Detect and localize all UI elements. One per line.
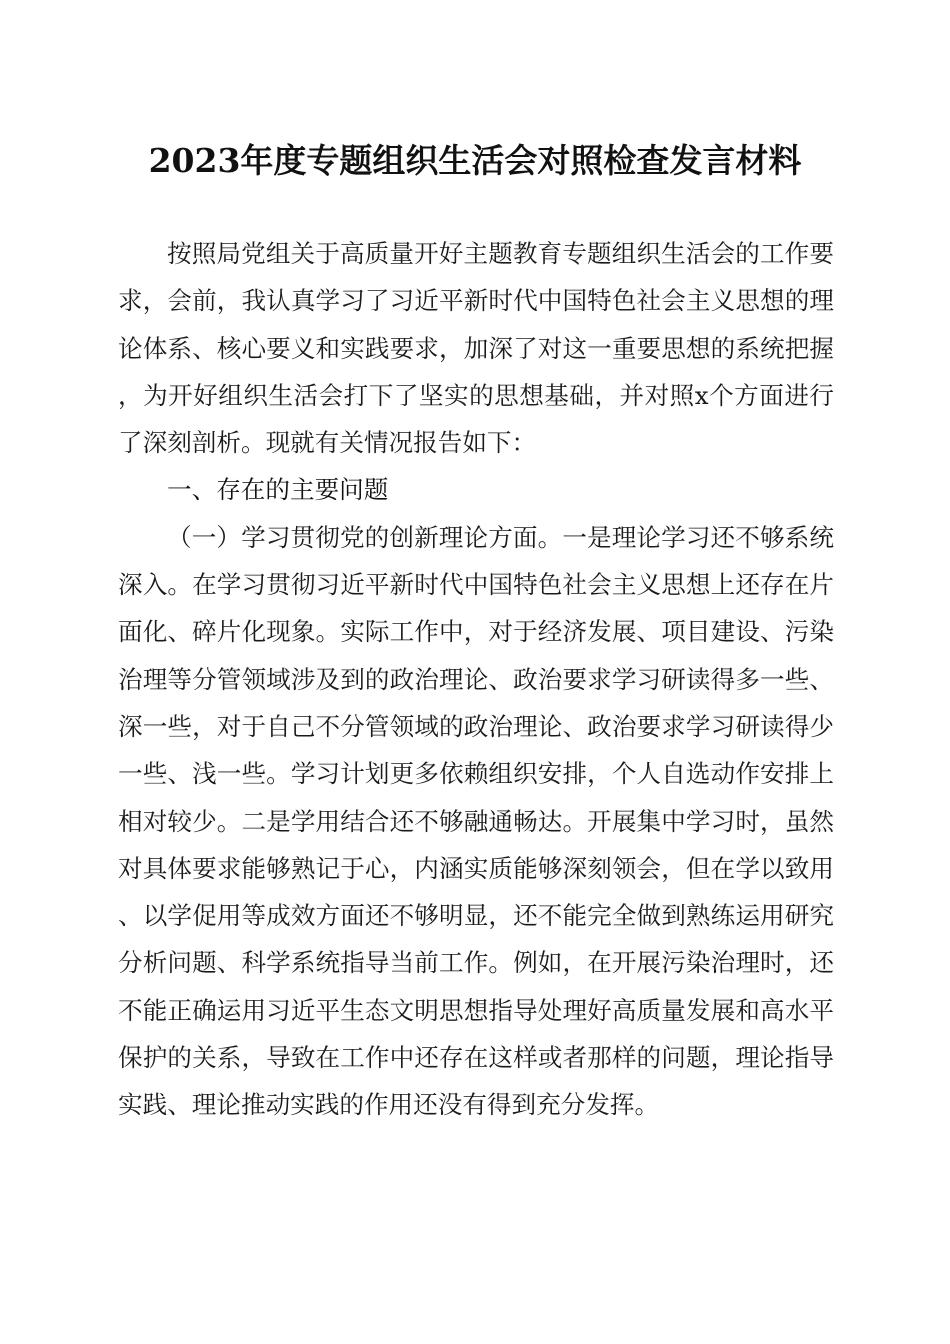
document-body bbox=[118, 230, 834, 1129]
intro-paragraph: 按照局党组关于高质量开好主题教育专题组织生活会的工作要求，会前，我认真学习了习近平新时代中国特色社会主义思想的理论体系、核心要义和实践要求，加深了对这一重要思想的系统把握，为开好组织生活会打下了坚实的思想基础，并对照x个方面进行了深刻剖析。现就有关情况报告如下： bbox=[118, 239, 834, 458]
section-heading-problems: 一、存在的主要问题 bbox=[167, 475, 389, 505]
document-title: 2023年度专题组织生活会对照检查发言材料 bbox=[148, 141, 802, 180]
subsection-paragraph bbox=[118, 514, 834, 1129]
subsection-lead: （一）学习贯彻党的创新理论方面。 bbox=[167, 522, 563, 552]
subsection-text: 一是理论学习还不够系统深入。在学习贯彻习近平新时代中国特色社会主义思想上还存在片面化、碎片化现象。实际工作中，对于经济发展、项目建设、污染治理等分管领域涉及到的政治理论、政治要求学习研读得多一些、深一些，对于自己不分管领域的政治理论、政治要求学习研读得少一些、浅一些。学习计划更多依赖组织安排，个人自选动作安排上相对较少。二是学用结合还不够融通畅达。开展集中学习时，虽然对具体要求能够熟记于心，内涵实质能够深刻领会，但在学以致用、以学促用等成效方面还不够明显，还不能完全做到熟练运用研究分析问题、科学系统指导当前工作。例如，在开展污染治理时，还不能正确运用习近平生态文明思想指导处理好高质量发展和高水平保护的关系，导致在工作中还存在这样或者那样的问题，理论指导实践、理论推动实践的作用还没有得到充分发挥。 bbox=[118, 522, 834, 1120]
